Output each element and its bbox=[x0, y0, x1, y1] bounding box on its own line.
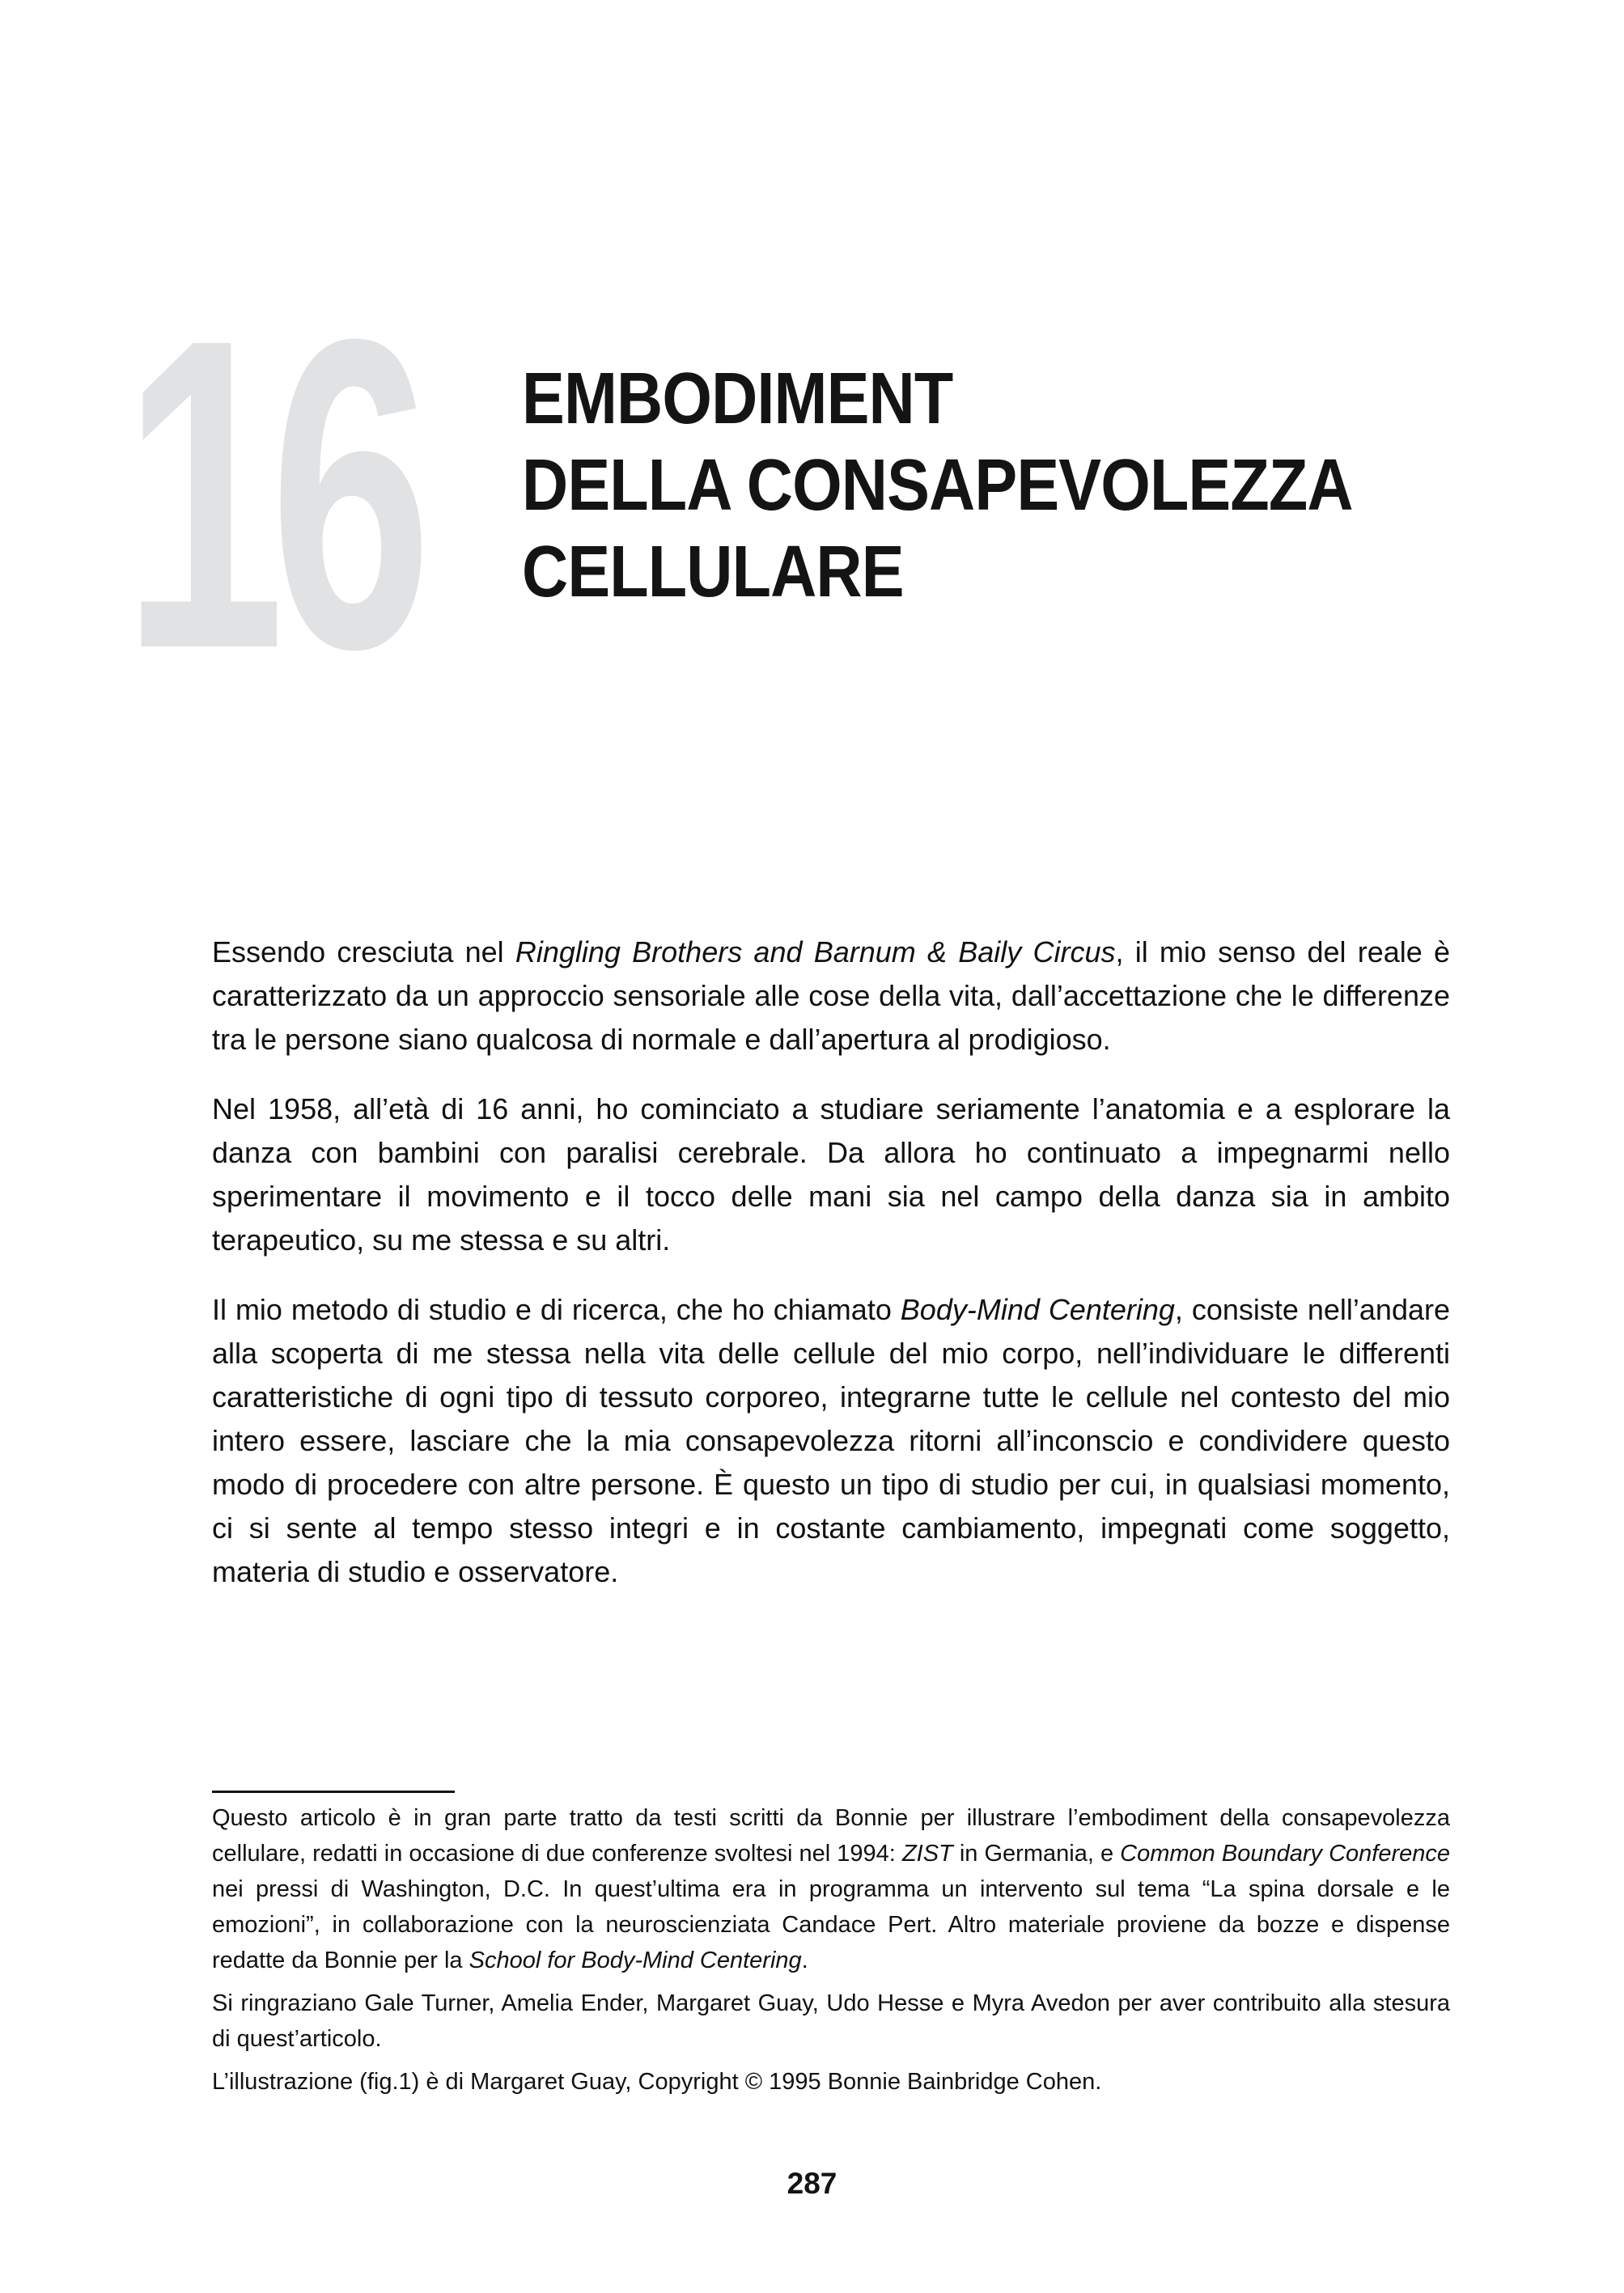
chapter-title bbox=[522, 356, 1353, 616]
chapter-number: 16 bbox=[123, 248, 418, 740]
chapter-title-line-2: DELLA CONSAPEVOLEZZA bbox=[522, 445, 1353, 526]
text-segment: in Germania, e bbox=[952, 1841, 1121, 1867]
text-segment: L’illustrazione (fig.1) è di Margaret Guay, Copyright © 1995 Bonnie Bainbridge Cohen. bbox=[212, 2069, 1102, 2095]
italic-text-segment: Body-Mind Centering bbox=[900, 1293, 1175, 1326]
text-segment: , consiste nell’andare alla scoperta di me stessa nella vita delle cellule del mio corpo, nell’individuare le differenti caratteristiche di ogni tipo di tessuto corporeo, integrarne tutte le cellule nel contesto del mio intero essere, lasciare che la mia consapevolezza ritorni all’inconscio e condividere questo modo di procedere con altre persone. È questo un tipo di studio per cui, in qualsiasi momento, ci si sente al tempo stesso integri e in costante cambiamento, impegnati come soggetto, materia di studio e osservatore. bbox=[212, 1293, 1451, 1588]
chapter-title-line-1: EMBODIMENT bbox=[522, 358, 953, 439]
italic-text-segment: Ringling Brothers and Barnum & Baily Circus bbox=[515, 935, 1116, 968]
text-segment: . bbox=[801, 1948, 808, 1973]
italic-text-segment: Common Boundary Conference bbox=[1120, 1841, 1451, 1867]
footnote-separator-rule bbox=[212, 1791, 455, 1793]
italic-text-segment: School for Body-Mind Centering bbox=[469, 1948, 802, 1973]
text-segment: Essendo cresciuta nel bbox=[212, 935, 515, 968]
chapter-title-line-3: CELLULARE bbox=[522, 532, 904, 612]
paragraph bbox=[212, 930, 1450, 1062]
paragraph bbox=[212, 1288, 1450, 1594]
text-segment: Si ringraziano Gale Turner, Amelia Ender, Margaret Guay, Udo Hesse e Myra Avedon per aver contribuito alla stesura di quest’articolo. bbox=[212, 1990, 1450, 2052]
paragraph bbox=[212, 1800, 1450, 1978]
paragraph bbox=[212, 2064, 1450, 2100]
italic-text-segment: ZIST bbox=[901, 1841, 953, 1867]
footnote-text bbox=[212, 1800, 1450, 2100]
text-segment: Nel 1958, all’età di 16 anni, ho cominciato a studiare seriamente l’anatomia e a esplorare la danza con bambini con paralisi cerebrale. Da allora ho continuato a impegnarmi nello sperimentare il movimento e il tocco delle mani sia nel campo della danza sia in ambito terapeutico, su me stessa e su altri. bbox=[212, 1092, 1450, 1257]
paragraph bbox=[212, 1087, 1450, 1262]
footnote bbox=[212, 1791, 1450, 2107]
text-segment: Questo articolo è in gran parte tratto da testi scritti da Bonnie per illustrare l’embodiment della consapevolezza cellulare, redatti in occasione di due conferenze svoltesi nel 1994: bbox=[212, 1805, 1450, 1867]
text-segment: , il mio senso del reale è caratterizzato da un approccio sensoriale alle cose della vita, dall’accettazione che le differenze tra le persone siano qualcosa di normale e dall’apertura al prodigioso. bbox=[212, 935, 1450, 1056]
page-number: 287 bbox=[787, 2167, 837, 2200]
text-segment: Il mio metodo di studio e di ricerca, che ho chiamato bbox=[212, 1293, 901, 1326]
text-segment: nei pressi di Washington, D.C. In quest’ultima era in programma un intervento sul tema “La spina dorsale e le emozioni”, in collaborazione con la neuroscienziata Candace Pert. Altro materiale proviene da bozze e dispense redatte da Bonnie per la bbox=[212, 1876, 1450, 1973]
paragraph bbox=[212, 1986, 1450, 2057]
body-text bbox=[212, 930, 1450, 1620]
